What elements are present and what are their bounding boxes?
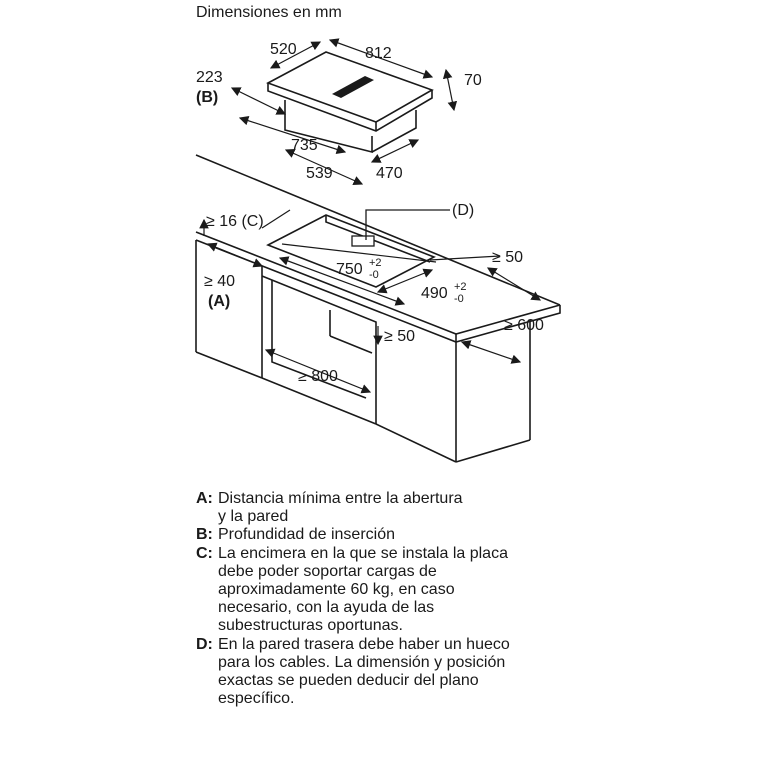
legend-item xyxy=(196,636,596,709)
legend-key: C: xyxy=(196,544,213,562)
dim-rear-gap: ≥ 50 xyxy=(384,328,416,345)
diagram-title: Dimensiones en mm xyxy=(196,4,342,21)
dim-front-gap-label: (A) xyxy=(208,293,231,310)
legend-key: B: xyxy=(196,526,213,544)
dim-cooktop-thickness: 70 xyxy=(464,72,482,89)
dim-cutout-label: (B) xyxy=(196,89,219,106)
dim-cutout-depth-tol-plus: +2 xyxy=(454,281,467,293)
cable-opening xyxy=(352,236,374,246)
legend-key: A: xyxy=(196,490,213,507)
legend-text: La encimera en la que se instala la placa debe poder soportar cargas de aproximadamente 60 kg, en caso necesario, con la ayuda de las subestructuras oportunas. xyxy=(218,544,508,635)
legend-text: Distancia mínima entre la abertura y la pared xyxy=(218,490,463,526)
dim-cutout-width-tol-minus: -0 xyxy=(369,269,379,281)
dim-cutout-width xyxy=(336,261,363,278)
legend-item xyxy=(196,526,596,544)
dim-counter-thickness: ≥ 16 (C) xyxy=(206,213,264,230)
dim-front-gap: ≥ 40 xyxy=(204,273,236,290)
dim-body-depth-b: 470 xyxy=(376,165,403,182)
legend-key: D: xyxy=(196,635,213,653)
dim-oven-width: ≥ 800 xyxy=(298,368,338,385)
dim-cutout-width-tol-plus: +2 xyxy=(369,257,382,269)
dim-body-depth-a: 539 xyxy=(306,165,333,182)
legend xyxy=(196,490,596,708)
dim-cooktop-width: 812 xyxy=(365,45,392,62)
dim-cooktop-depth: 520 xyxy=(270,41,297,58)
countertop-drawing xyxy=(196,155,560,462)
dim-side-gap: ≥ 50 xyxy=(492,249,524,266)
legend-text: En la pared trasera debe haber un hueco para los cables. La dimensión y posición exactas se pueden deducir del plano específico. xyxy=(218,635,510,708)
dim-cutout-depth-counter: 490 xyxy=(421,285,448,302)
dim-cutout-depth-tol-minus: -0 xyxy=(454,293,464,305)
legend-item xyxy=(196,490,596,526)
legend-text: Profundidad de inserción xyxy=(218,526,396,544)
dim-cutout-depth: 223 xyxy=(196,69,223,86)
dim-counter-depth: ≥ 600 xyxy=(504,317,544,334)
dim-cutout-width-value: 750 xyxy=(336,261,363,278)
legend-item xyxy=(196,545,596,636)
dim-body-width: 735 xyxy=(291,137,318,154)
label-cable-opening: (D) xyxy=(452,202,475,219)
